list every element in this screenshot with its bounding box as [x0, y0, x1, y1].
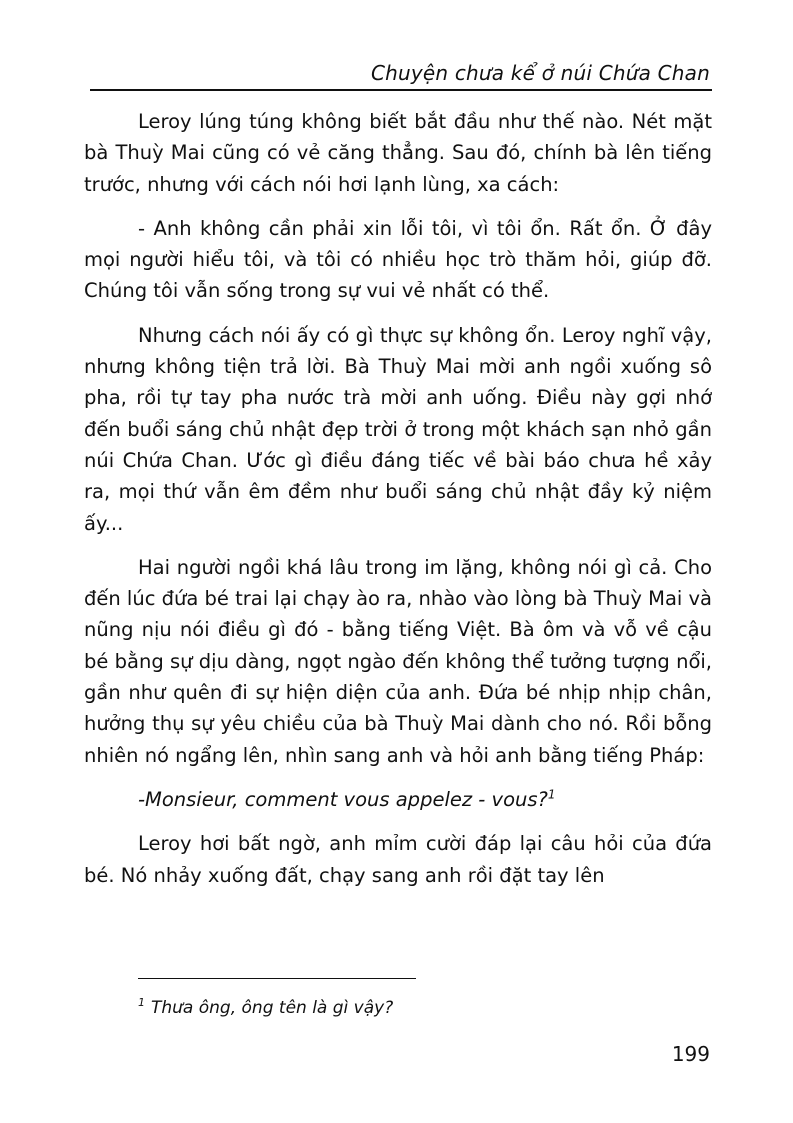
paragraph: Hai người ngồi khá lâu trong im lặng, không nói gì cả. Cho đến lúc đứa bé trai lại chạy ào ra, nhào vào lòng bà Thuỳ Mai và nũng nịu nói điều gì đó - bằng tiếng Việt. Bà ôm và vỗ về cậu bé bằng sự dịu dàng, ngọt ngào đến không thể tưởng tượng nổi, gần như quên đi sự hiện diện của anh. Đứa bé nhịp nhịp chân, hưởng thụ sự yêu chiều của bà Thuỳ Mai dành cho nó. Rồi bỗng nhiên nó ngẩng lên, nhìn sang anh và hỏi anh bằng tiếng Pháp: [84, 555, 712, 767]
footnote-text: Thưa ông, ông tên là gì vậy? [151, 998, 394, 1018]
paragraph: - Anh không cần phải xin lỗi tôi, vì tôi ổn. Rất ổn. Ở đây mọi người hiểu tôi, và tôi có nhiều học trò thăm hỏi, giúp đỡ. Chúng tôi vẫn sống trong sự vui vẻ nhất có thể. [84, 216, 712, 303]
paragraph: Leroy hơi bất ngờ, anh mỉm cười đáp lại câu hỏi của đứa bé. Nó nhảy xuống đất, chạy sang anh rồi đặt tay lên [84, 832, 712, 887]
running-header: Chuyện chưa kể ở núi Chứa Chan [370, 61, 710, 85]
footnote-marker: 1 [138, 996, 145, 1010]
page-number: 199 [671, 1042, 710, 1066]
french-question-text: -Monsieur, comment vous appelez - vous? [138, 787, 548, 811]
footnote [138, 996, 698, 1020]
footnote-rule [138, 978, 416, 979]
paragraph: Nhưng cách nói ấy có gì thực sự không ổn. Leroy nghĩ vậy, nhưng không tiện trả lời. Bà Thuỳ Mai mời anh ngồi xuống sô pha, rồi tự tay pha nước trà mời anh uống. Điều này gợi nhớ đến buổi sáng chủ nhật đẹp trời ở trong một khách sạn nhỏ gần núi Chứa Chan. Ước gì điều đáng tiếc về bài báo chưa hề xảy ra, mọi thứ vẫn êm đềm như buổi sáng chủ nhật đầy kỷ niệm ấy... [84, 323, 712, 535]
header-rule [90, 89, 712, 91]
body-text [84, 106, 712, 904]
footnote-reference: 1 [547, 787, 556, 802]
french-question [84, 784, 712, 815]
paragraph: Leroy lúng túng không biết bắt đầu như thế nào. Nét mặt bà Thuỳ Mai cũng có vẻ căng thẳng. Sau đó, chính bà lên tiếng trước, nhưng với cách nói hơi lạnh lùng, xa cách: [84, 110, 712, 196]
